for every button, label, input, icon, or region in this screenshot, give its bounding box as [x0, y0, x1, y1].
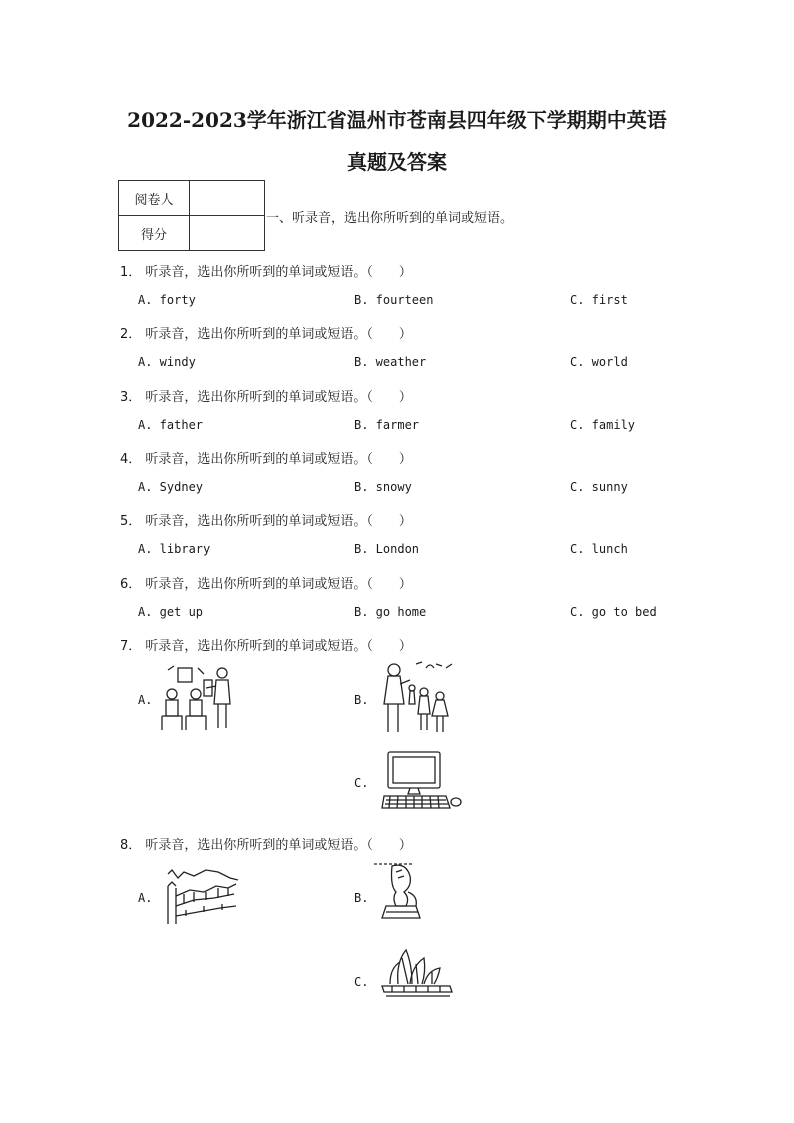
- option-c[interactable]: C.: [354, 776, 369, 790]
- option-a[interactable]: A.: [138, 891, 153, 905]
- question-4: [120, 448, 412, 467]
- option-c[interactable]: C. lunch: [570, 542, 628, 556]
- question-number: 6．: [120, 577, 142, 592]
- classroom-teacher-students-icon[interactable]: [158, 664, 242, 734]
- document-title-line2: 真题及答案: [347, 150, 447, 174]
- document-title-line1: 2022-2023学年浙江省温州市苍南县四年级下学期期中英语: [127, 108, 667, 132]
- question-prompt: 听录音，选出你所听到的单词或短语。（ ）: [145, 327, 412, 342]
- question-number: 8．: [120, 838, 142, 853]
- option-b[interactable]: B. fourteen: [354, 293, 434, 307]
- question-7: [120, 635, 412, 654]
- question-prompt: 听录音，选出你所听到的单词或短语。（ ）: [145, 838, 412, 853]
- computer-keyboard-mouse-icon[interactable]: [380, 750, 462, 812]
- option-b[interactable]: B. weather: [354, 355, 427, 369]
- option-c[interactable]: C. first: [570, 293, 628, 307]
- option-c[interactable]: C. go to bed: [570, 605, 657, 619]
- option-b[interactable]: B.: [354, 891, 369, 905]
- option-c[interactable]: C. sunny: [570, 480, 628, 494]
- option-a[interactable]: A. Sydney: [138, 480, 204, 494]
- reviewer-blank[interactable]: [190, 181, 265, 216]
- question-prompt: 听录音，选出你所听到的单词或短语。（ ）: [145, 452, 412, 467]
- question-1: [120, 261, 412, 280]
- score-blank[interactable]: [190, 216, 265, 251]
- question-prompt: 听录音，选出你所听到的单词或短语。（ ）: [145, 390, 412, 405]
- reviewer-label: 阅卷人: [119, 181, 190, 216]
- option-a[interactable]: A. forty: [138, 293, 196, 307]
- question-prompt: 听录音，选出你所听到的单词或短语。（ ）: [145, 639, 412, 654]
- question-6: [120, 573, 412, 592]
- question-2: [120, 323, 412, 342]
- question-number: 4．: [120, 452, 142, 467]
- question-prompt: 听录音，选出你所听到的单词或短语。（ ）: [145, 265, 412, 280]
- question-number: 1．: [120, 265, 142, 280]
- section-title: 一、听录音，选出你所听到的单词或短语。: [266, 211, 514, 226]
- merlion-statue-icon[interactable]: [372, 858, 436, 922]
- score-table: [118, 180, 265, 251]
- question-number: 3．: [120, 390, 142, 405]
- option-c[interactable]: C. family: [570, 418, 636, 432]
- option-b[interactable]: B. London: [354, 542, 420, 556]
- question-prompt: 听录音，选出你所听到的单词或短语。（ ）: [145, 577, 412, 592]
- option-c[interactable]: C. world: [570, 355, 628, 369]
- option-b[interactable]: B. farmer: [354, 418, 420, 432]
- question-8: [120, 834, 412, 853]
- question-number: 7．: [120, 639, 142, 654]
- option-a[interactable]: A. get up: [138, 605, 204, 619]
- option-b[interactable]: B.: [354, 693, 369, 707]
- question-number: 5．: [120, 514, 142, 529]
- question-prompt: 听录音，选出你所听到的单词或短语。（ ）: [145, 514, 412, 529]
- question-5: [120, 510, 412, 529]
- option-c[interactable]: C.: [354, 975, 369, 989]
- option-a[interactable]: A.: [138, 693, 153, 707]
- great-wall-icon[interactable]: [164, 866, 240, 926]
- option-b[interactable]: B. go home: [354, 605, 427, 619]
- score-label: 得分: [119, 216, 190, 251]
- option-a[interactable]: A. windy: [138, 355, 196, 369]
- sydney-opera-house-icon[interactable]: [380, 946, 454, 998]
- option-b[interactable]: B. snowy: [354, 480, 412, 494]
- option-a[interactable]: A. library: [138, 542, 211, 556]
- music-class-singing-icon[interactable]: [376, 658, 456, 738]
- question-3: [120, 386, 412, 405]
- question-number: 2．: [120, 327, 142, 342]
- option-a[interactable]: A. father: [138, 418, 204, 432]
